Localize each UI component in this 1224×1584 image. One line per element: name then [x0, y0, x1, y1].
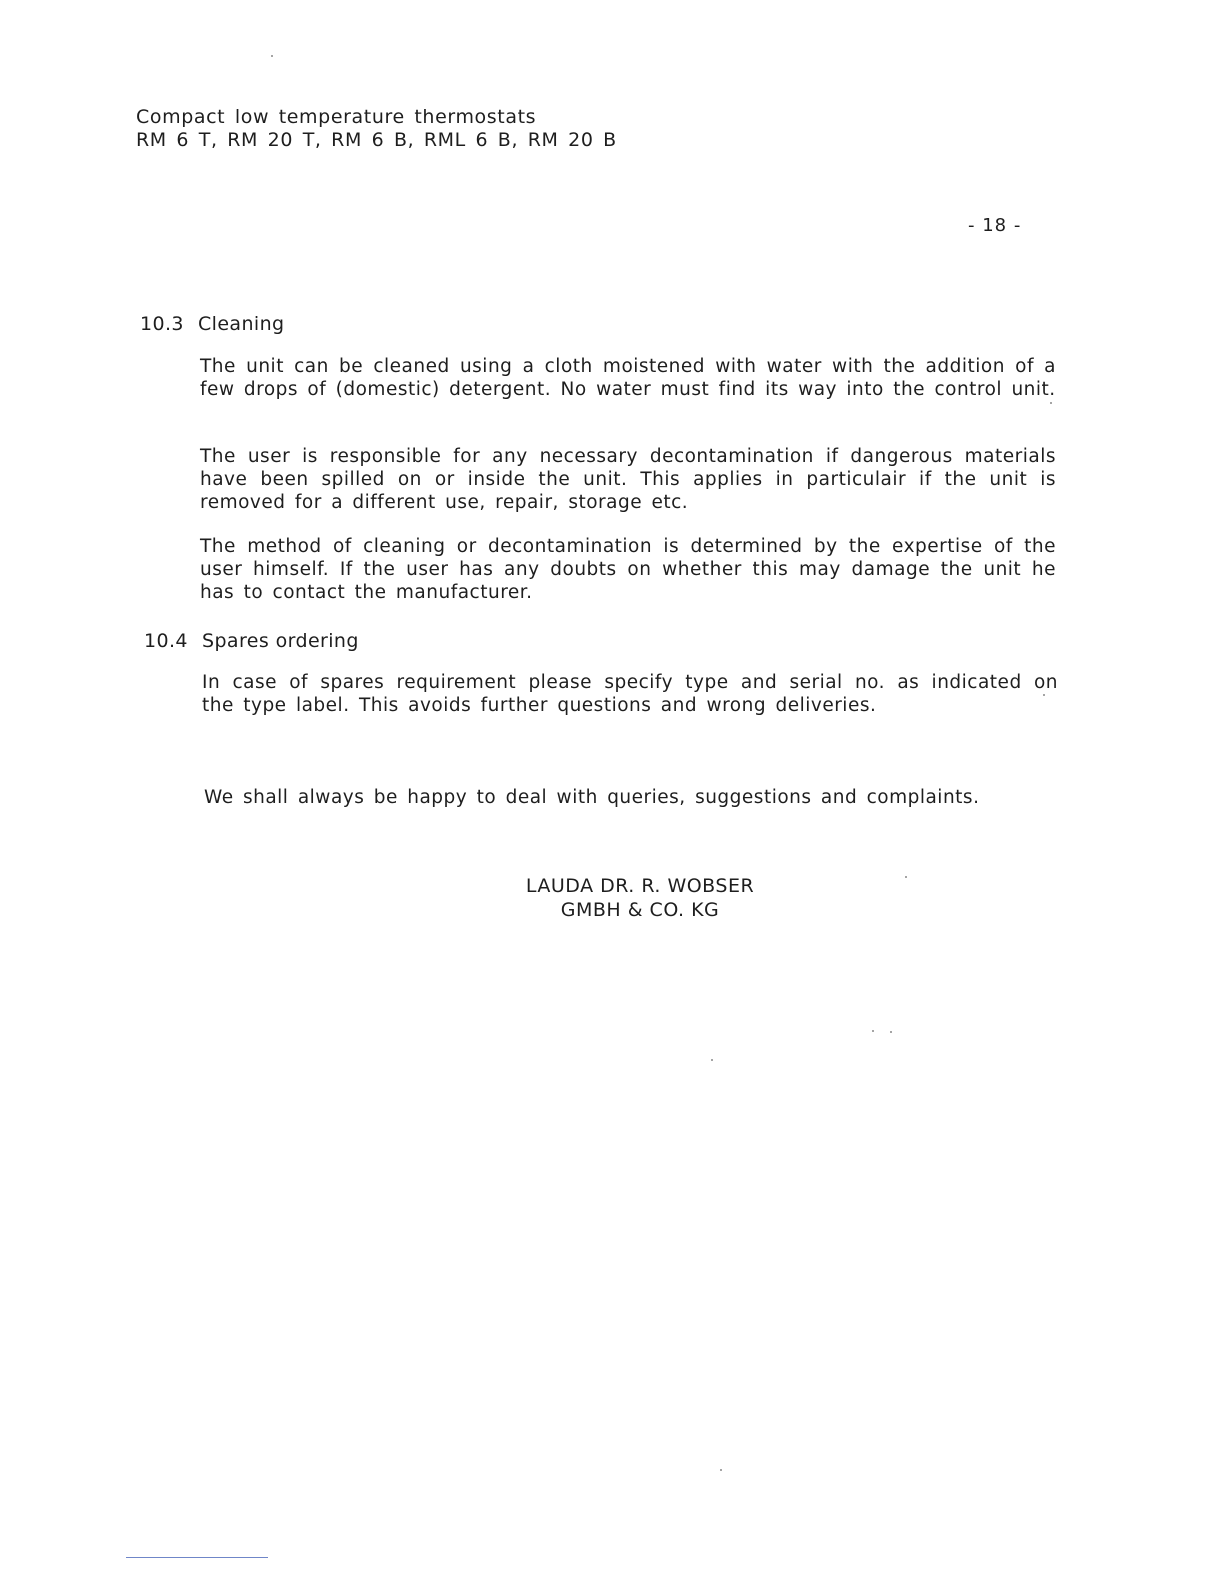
scan-speck	[890, 1031, 892, 1033]
section-title: Spares ordering	[202, 630, 359, 652]
document-header	[136, 106, 617, 152]
section-number: 10.3	[140, 313, 184, 335]
paragraph-decontamination-responsibility: The user is responsible for any necessary decontamination if dangerous materials have been spilled on or inside the unit. This applies in particulair if the unit is removed for a different use, repair, storage etc.	[200, 446, 1056, 513]
section-title: Cleaning	[198, 313, 285, 335]
company-signature	[460, 874, 820, 922]
header-title: Compact low temperature thermostats	[136, 106, 537, 128]
closing-statement: We shall always be happy to deal with queries, suggestions and complaints.	[204, 787, 980, 808]
page-number: - 18 -	[968, 215, 1022, 236]
signature-line-2: GMBH & CO. KG	[560, 899, 720, 921]
section-heading-cleaning	[140, 313, 285, 335]
section-heading-spares-ordering	[144, 630, 359, 652]
signature-line-1: LAUDA DR. R. WOBSER	[525, 875, 755, 897]
scan-speck	[1043, 694, 1045, 696]
paragraph-cleaning-method: The unit can be cleaned using a cloth moistened with water with the addition of a few drops of (domestic) detergent. No water must find its way into the control unit.	[200, 356, 1056, 400]
scan-speck	[905, 876, 907, 878]
scan-speck	[271, 55, 273, 57]
scan-speck	[1050, 402, 1052, 404]
section-number: 10.4	[144, 630, 188, 652]
scan-speck	[872, 1030, 874, 1032]
header-models: RM 6 T, RM 20 T, RM 6 B, RML 6 B, RM 20 B	[136, 129, 617, 151]
paragraph-cleaning-expertise: The method of cleaning or decontamination is determined by the expertise of the user himself. If the user has any doubts on whether this may damage the unit he has to contact the manufacturer.	[200, 536, 1056, 603]
bottom-rule	[126, 1557, 268, 1558]
paragraph-spares-requirement: In case of spares requirement please specify type and serial no. as indicated on the type label. This avoids further questions and wrong deliveries.	[202, 672, 1058, 716]
scan-speck	[720, 1469, 722, 1471]
scan-speck	[711, 1059, 713, 1061]
